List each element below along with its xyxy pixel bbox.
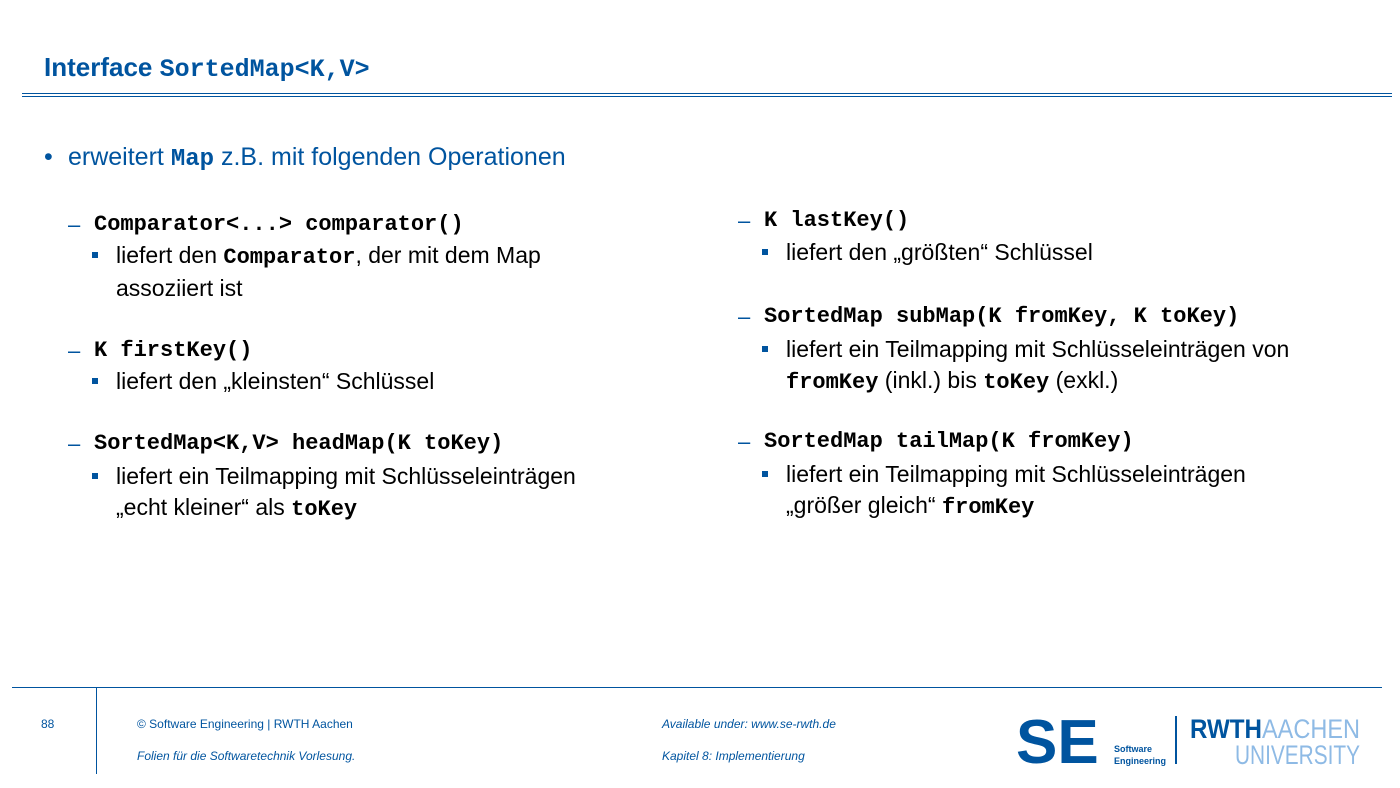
dash-marker: – [68, 338, 81, 363]
se-logo-engineering: Engineering [1114, 756, 1167, 766]
signature-text: Comparator<...> comparator() [94, 212, 464, 237]
main-bullet [44, 143, 566, 173]
code-term: Comparator [223, 245, 356, 270]
description-text: , der mit dem Map [355, 242, 541, 268]
description-text: liefert den [116, 242, 224, 268]
rwth-logo-aachen: AACHEN [1262, 714, 1360, 744]
bullet-code-map: Map [170, 146, 215, 173]
description-text: (inkl.) bis [878, 367, 984, 393]
description-text: „echt kleiner“ als [116, 494, 292, 520]
description-line [116, 492, 576, 525]
slide-title [44, 52, 370, 84]
square-bullet-marker [92, 378, 98, 384]
title-prefix: Interface [44, 52, 160, 82]
logo-separator [1175, 716, 1177, 764]
title-divider-2 [22, 96, 1392, 97]
bullet-marker: • [44, 143, 53, 171]
square-bullet-marker [92, 473, 98, 479]
rwth-logo-university: UNIVERSITY [1235, 740, 1360, 770]
title-code: SortedMap<K,V> [159, 55, 370, 84]
description-text: (exkl.) [1049, 367, 1119, 393]
title-divider [22, 93, 1392, 94]
logo-graphics [1016, 708, 1366, 777]
footer-divider [12, 687, 1382, 688]
dash-marker: – [738, 304, 751, 329]
description-text: liefert den „größten“ Schlüssel [786, 239, 1093, 265]
description-text: liefert ein Teilmapping mit Schlüsseleinträgen [786, 461, 1246, 487]
bullet-text-before: erweitert [68, 143, 171, 171]
rwth-logo-rwth: RWTH [1190, 714, 1262, 744]
code-term: fromKey [941, 495, 1035, 520]
description-text: „größer gleich“ [786, 492, 942, 518]
se-logo-software: Software [1114, 744, 1153, 754]
se-logo [1016, 708, 1166, 777]
rwth-logo [1190, 714, 1360, 770]
description-line [786, 365, 1289, 398]
dash-marker: – [738, 429, 751, 454]
description-text: liefert ein Teilmapping mit Schlüsseleinträgen [116, 463, 576, 489]
square-bullet-marker [762, 346, 768, 352]
square-bullet-marker [92, 252, 98, 258]
bullet-text-after: z.B. mit folgenden Operationen [214, 143, 566, 171]
square-bullet-marker [762, 471, 768, 477]
square-bullet-marker [762, 249, 768, 255]
footer-copyright: © Software Engineering | RWTH Aachen [137, 717, 353, 731]
description-line [116, 273, 541, 304]
dash-marker: – [738, 208, 751, 233]
code-term: toKey [983, 370, 1050, 395]
description-line [116, 366, 434, 397]
footer-available: Available under: www.se-rwth.de [662, 717, 836, 731]
description-line [786, 490, 1246, 523]
code-term: fromKey [786, 370, 879, 395]
page-number: 88 [41, 717, 55, 731]
footer-vertical-divider [96, 688, 97, 774]
dash-marker: – [68, 431, 81, 456]
footer-course: Folien für die Softwaretechnik Vorlesung. [137, 749, 356, 763]
signature-text: K lastKey() [764, 208, 910, 233]
footer-logos [1016, 708, 1366, 777]
footer-chapter: Kapitel 8: Implementierung [662, 749, 805, 763]
signature-text: SortedMap<K,V> headMap(K toKey) [94, 431, 504, 456]
description-line [786, 334, 1289, 365]
description-line [116, 461, 576, 492]
description-line [786, 459, 1246, 490]
description-text: liefert ein Teilmapping mit Schlüsseleinträgen von [786, 336, 1290, 362]
description-line [116, 240, 541, 273]
signature-text: SortedMap subMap(K fromKey, K toKey) [764, 304, 1240, 329]
code-term: toKey [291, 497, 358, 522]
signature-text: K firstKey() [94, 338, 253, 363]
description-text: assoziiert ist [116, 275, 243, 301]
description-line [786, 237, 1093, 268]
signature-text: SortedMap tailMap(K fromKey) [764, 429, 1134, 454]
description-text: liefert den „kleinsten“ Schlüssel [116, 368, 435, 394]
dash-marker: – [68, 212, 81, 237]
se-logo-letters: SE [1016, 708, 1099, 777]
